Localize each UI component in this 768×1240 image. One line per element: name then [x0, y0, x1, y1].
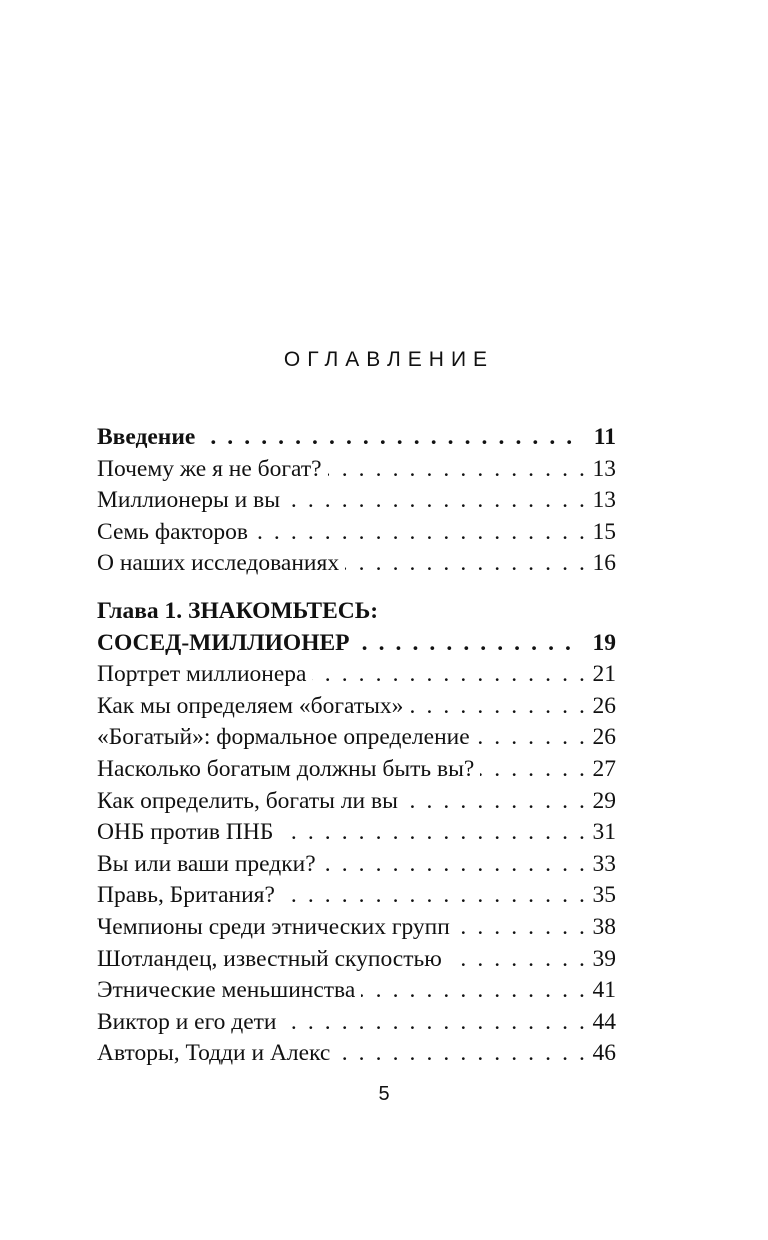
- dot-leader: [336, 1038, 587, 1070]
- toc-entry-label: Вы или ваши предки?: [97, 850, 316, 877]
- toc-entry[interactable]: [97, 912, 616, 944]
- dot-leader: [456, 912, 588, 944]
- dot-leader: [312, 659, 587, 691]
- toc-entry-label: Почему же я не богат?: [97, 455, 322, 482]
- toc-entry-page: 27: [592, 755, 616, 782]
- toc-entry-label: Этнические меньшинства: [97, 977, 356, 1004]
- toc-entry-page: 21: [592, 661, 616, 688]
- toc-entry[interactable]: [97, 1038, 616, 1070]
- toc-entry-introduction[interactable]: [97, 422, 616, 454]
- dot-leader: [286, 485, 587, 517]
- toc-entry-page: 46: [592, 1040, 616, 1067]
- dot-leader: [328, 454, 588, 486]
- toc-entry[interactable]: [97, 548, 616, 580]
- toc-entry[interactable]: [97, 880, 616, 912]
- toc-entry-label: Насколько богатым должны быть вы?: [97, 755, 475, 782]
- page-number: 5: [378, 1083, 390, 1105]
- toc-entry-page: 33: [592, 850, 616, 877]
- toc-entry-page: 15: [592, 518, 616, 545]
- dot-leader: [404, 786, 588, 818]
- toc-entry-page: 38: [592, 913, 616, 940]
- toc-entry-label: «Богатый»: формальное определение: [97, 724, 470, 751]
- toc-entry[interactable]: [97, 1007, 616, 1039]
- dot-leader: [201, 422, 574, 454]
- toc-entry[interactable]: [97, 849, 616, 881]
- dot-leader: [254, 517, 588, 549]
- dot-leader: [476, 722, 588, 754]
- toc-entry-page: 13: [592, 455, 616, 482]
- dot-leader: [345, 548, 587, 580]
- toc-entry-label: Шотландец, известный скупостью: [97, 945, 442, 972]
- toc-entry[interactable]: [97, 975, 616, 1007]
- dot-leader: [322, 849, 588, 881]
- toc-entry-label: Виктор и его дети: [97, 1008, 277, 1035]
- toc-entry-page: 29: [592, 787, 616, 814]
- chapter-heading[interactable]: [97, 596, 616, 628]
- dot-leader: [279, 817, 587, 849]
- table-of-contents: [97, 422, 616, 1070]
- toc-entry-label: Семь факторов: [97, 518, 248, 545]
- toc-entry-label: Как мы определяем «богатых»: [97, 692, 404, 719]
- toc-entry-label: СОСЕД-МИЛЛИОНЕР: [97, 629, 350, 656]
- dot-leader: [356, 628, 574, 660]
- dot-leader: [409, 691, 587, 723]
- toc-entry[interactable]: [97, 944, 616, 976]
- toc-entry-page: 35: [592, 882, 616, 909]
- toc-entry-label: О наших исследованиях: [97, 550, 340, 577]
- page-title: ОГЛАВЛЕНИЕ: [283, 348, 495, 371]
- section-gap: [97, 580, 616, 596]
- toc-entry[interactable]: [97, 786, 616, 818]
- dot-leader: [448, 944, 588, 976]
- toc-entry-page: 16: [592, 550, 616, 577]
- toc-entry-label: ОНБ против ПНБ: [97, 819, 274, 846]
- toc-entry-label: Авторы, Тодди и Алекс: [97, 1040, 331, 1067]
- toc-entry-page: 26: [592, 692, 616, 719]
- toc-entry-label: Правь, Британия?: [97, 882, 275, 909]
- dot-leader: [283, 1007, 588, 1039]
- toc-entry-page: 31: [592, 819, 616, 846]
- toc-entry-chapter-title[interactable]: [97, 628, 616, 660]
- toc-entry-label: Портрет миллионера: [97, 661, 307, 688]
- toc-entry[interactable]: [97, 817, 616, 849]
- toc-entry[interactable]: [97, 517, 616, 549]
- toc-entry[interactable]: [97, 722, 616, 754]
- toc-entry-page: 13: [592, 487, 616, 514]
- toc-entry-page: 11: [593, 424, 616, 450]
- toc-entry-label: Миллионеры и вы: [97, 487, 281, 514]
- dot-leader: [480, 754, 587, 786]
- toc-entry-label: Введение: [97, 424, 196, 450]
- toc-entry[interactable]: [97, 485, 616, 517]
- toc-entry-page: 19: [592, 629, 616, 656]
- toc-entry-page: 41: [592, 977, 616, 1004]
- toc-entry-label: Как определить, богаты ли вы: [97, 787, 398, 814]
- toc-entry-page: 26: [592, 724, 616, 751]
- toc-entry[interactable]: [97, 454, 616, 486]
- toc-entry-label: Чемпионы среди этнических групп: [97, 913, 450, 940]
- toc-entry[interactable]: [97, 754, 616, 786]
- toc-entry[interactable]: [97, 691, 616, 723]
- dot-leader: [281, 880, 588, 912]
- toc-entry-page: 39: [592, 945, 616, 972]
- chapter-heading-label: Глава 1. ЗНАКОМЬТЕСЬ:: [97, 597, 379, 624]
- toc-entry[interactable]: [97, 659, 616, 691]
- toc-entry-page: 44: [592, 1008, 616, 1035]
- dot-leader: [361, 975, 587, 1007]
